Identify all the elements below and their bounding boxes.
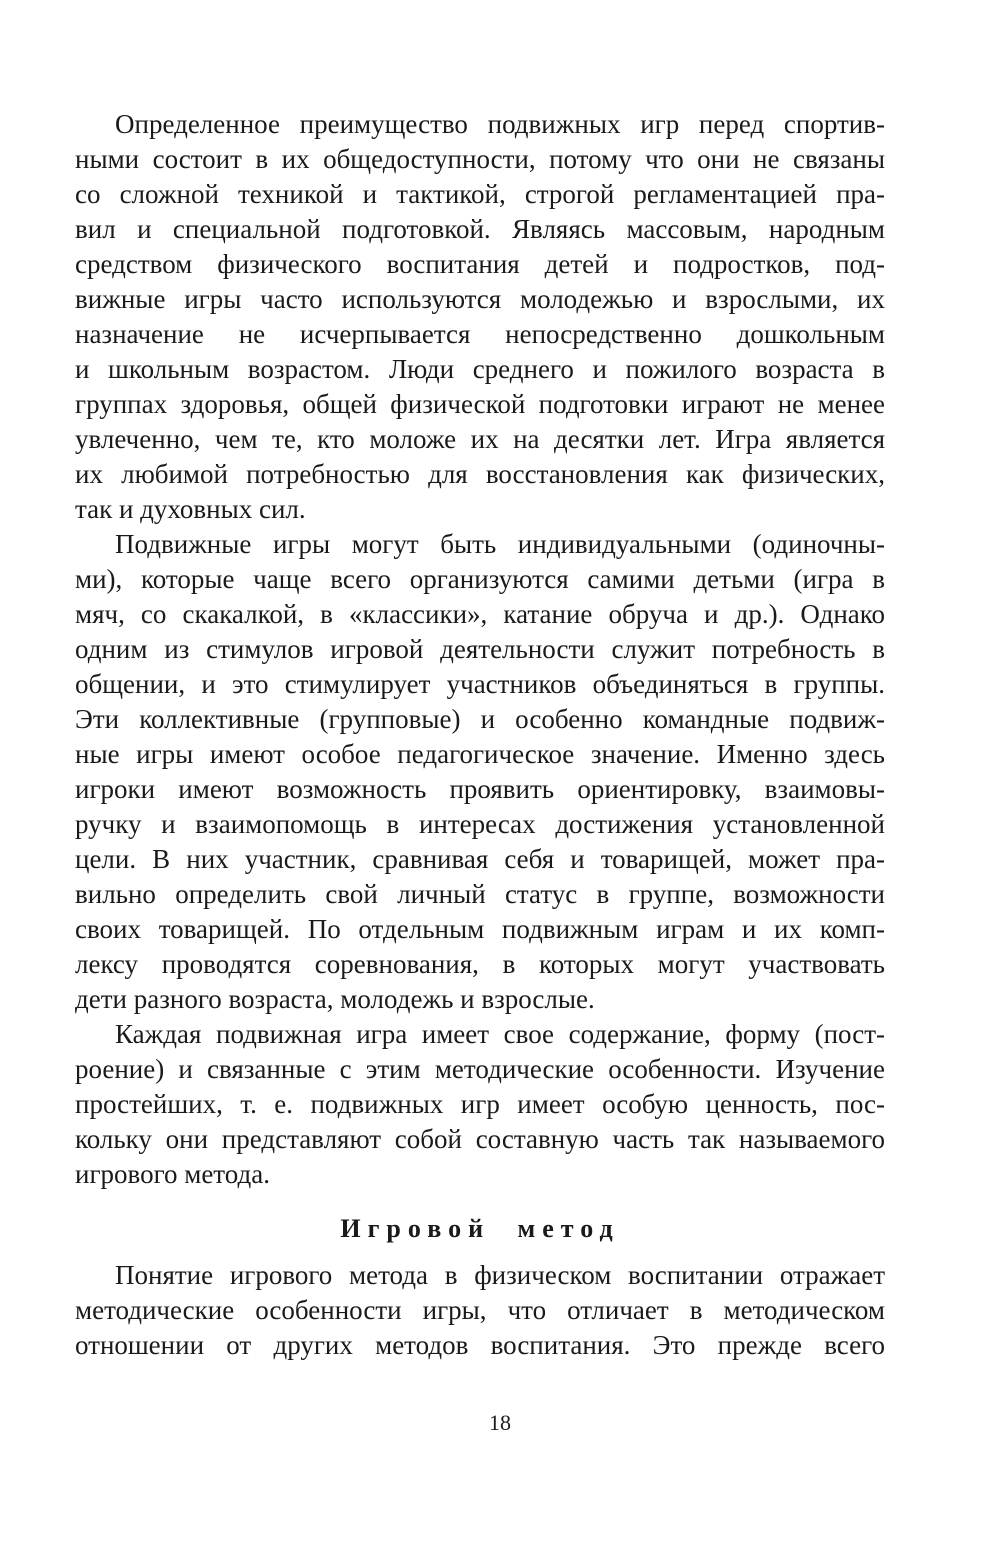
page-body [75,107,885,1363]
body-text [75,107,885,1192]
text-line: лексу проводятся соревнования, в которых могут участвовать [75,949,885,979]
text-line: назначение не исчерпывается непосредственно дошкольным [75,319,885,349]
text-line: ными состоит в их общедоступности, потому что они не связаны [75,144,885,174]
text-line: методические особенности игры, что отличает в методическом [75,1295,885,1325]
text-line: своих товарищей. По отдельным подвижным играм и их комп- [75,914,885,944]
text-line: вил и специальной подготовкой. Являясь массовым, народным [75,214,885,244]
text-line: Подвижные игры могут быть индивидуальными (одиночны- [115,529,885,559]
text-line: со сложной техникой и тактикой, строгой регламентацией пра- [75,179,885,209]
text-line: группах здоровья, общей физической подготовки играют не менее [75,389,885,419]
text-line: игроки имеют возможность проявить ориентировку, взаимовы- [75,774,885,804]
text-line: кольку они представляют собой составную часть так называемого [75,1124,885,1154]
text-line: роение) и связанные с этим методические особенности. Изучение [75,1054,885,1084]
text-line: цели. В них участник, сравнивая себя и товарищей, может пра- [75,844,885,874]
text-line: Эти коллективные (групповые) и особенно командные подвиж- [75,704,885,734]
text-line: дети разного возраста, молодежь и взрослые. [75,984,595,1014]
text-line: вижные игры часто используются молодежью и взрослыми, их [75,284,885,314]
paragraph [75,1017,885,1192]
text-line: Понятие игрового метода в физическом воспитании отражает [115,1260,885,1290]
text-line: Каждая подвижная игра имеет свое содержание, форму (пост- [115,1019,885,1049]
text-line: отношении от других методов воспитания. Это прежде всего [75,1330,885,1360]
text-line: так и духовных сил. [75,494,306,524]
section-heading: Игровой метод [340,1214,620,1243]
text-line: одним из стимулов игровой деятельности служит потребность в [75,634,885,664]
final-paragraph [75,1258,885,1363]
text-line: Определенное преимущество подвижных игр перед спортив- [115,109,885,139]
text-line: простейших, т. е. подвижных игр имеет особую ценность, пос- [75,1089,885,1119]
paragraph [75,527,885,1017]
text-line: средством физического воспитания детей и подростков, под- [75,249,885,279]
text-line: игрового метода. [75,1159,270,1189]
text-line: мяч, со скакалкой, в «классики», катание обруча и др.). Однако [75,599,885,629]
text-line: вильно определить свой личный статус в группе, возможности [75,879,885,909]
paragraph [75,1258,885,1363]
text-line: и школьным возрастом. Люди среднего и пожилого возраста в [75,354,885,384]
text-line: общении, и это стимулирует участников объединяться в группы. [75,669,885,699]
text-line: ми), которые чаще всего организуются самими детьми (игра в [75,564,885,594]
text-line: ные игры имеют особое педагогическое значение. Именно здесь [75,739,885,769]
text-line: увлеченно, чем те, кто моложе их на десятки лет. Игра является [75,424,885,454]
page-number: 18 [489,1410,511,1435]
paragraph [75,107,885,527]
text-line: их любимой потребностью для восстановления как физических, [75,459,885,489]
text-line: ручку и взаимопомощь в интересах достижения установленной [75,809,885,839]
